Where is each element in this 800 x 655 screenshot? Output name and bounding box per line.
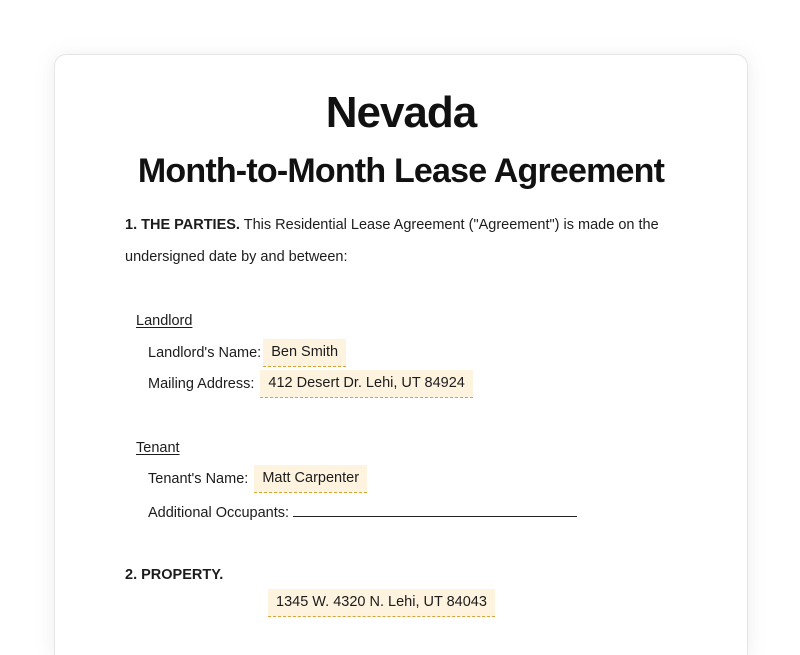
section1-heading: 1. THE PARTIES. bbox=[125, 217, 240, 233]
occupants-blank-field[interactable] bbox=[293, 501, 577, 517]
landlord-address-row bbox=[148, 370, 473, 398]
tenant-name-field[interactable]: Matt Carpenter bbox=[254, 465, 367, 493]
landlord-name-row bbox=[148, 339, 346, 367]
landlord-address-label: Mailing Address: bbox=[148, 375, 255, 392]
property-address-field[interactable]: 1345 W. 4320 N. Lehi, UT 84043 bbox=[268, 589, 495, 617]
section1-text-line1: This Residential Lease Agreement ("Agreement") is made on the bbox=[243, 217, 659, 233]
landlord-name-label: Landlord's Name: bbox=[148, 344, 262, 361]
section2-heading: 2. PROPERTY. bbox=[125, 567, 224, 583]
occupants-row bbox=[148, 501, 577, 523]
tenant-name-row bbox=[148, 465, 367, 493]
document-subtitle: Month-to-Month Lease Agreement bbox=[137, 152, 665, 190]
tenant-heading: Tenant bbox=[136, 440, 180, 456]
occupants-label: Additional Occupants: bbox=[148, 505, 290, 521]
landlord-name-field[interactable]: Ben Smith bbox=[263, 339, 346, 367]
tenant-name-label: Tenant's Name: bbox=[148, 470, 249, 487]
landlord-address-field[interactable]: 412 Desert Dr. Lehi, UT 84924 bbox=[260, 370, 472, 398]
document-page bbox=[54, 54, 748, 655]
section1-text-line2: undersigned date by and between: bbox=[125, 249, 348, 265]
document-title: Nevada bbox=[325, 88, 477, 137]
section1-line1 bbox=[125, 215, 659, 235]
landlord-heading: Landlord bbox=[136, 313, 193, 329]
property-address-row bbox=[266, 589, 495, 617]
section1-line2 bbox=[125, 247, 348, 267]
